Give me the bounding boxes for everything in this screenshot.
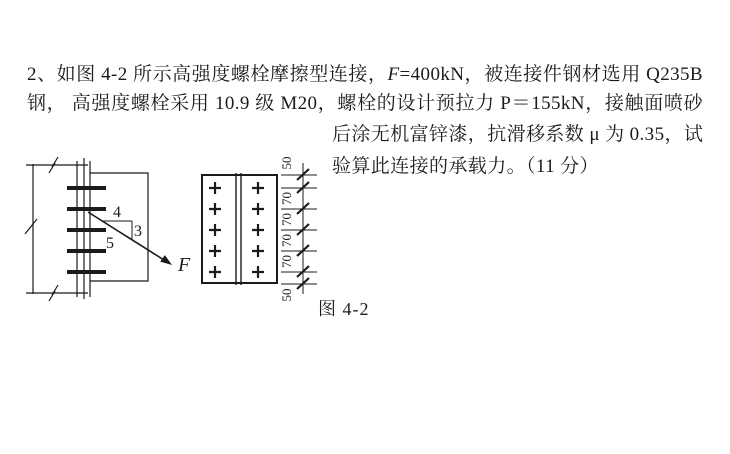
dimension-labels	[279, 157, 294, 302]
dimension-tick-marks	[297, 169, 309, 289]
force-arrowhead	[160, 255, 172, 265]
problem-line-4: 验算此连接的承载力。（11 分）	[332, 156, 599, 177]
dim-pitch-3: 70	[278, 234, 294, 247]
force-label: F	[178, 254, 191, 276]
bolt-cross-right-col	[252, 182, 264, 278]
slope-triangle	[103, 204, 142, 252]
problem-line-1-pre: 2、如图 4-2 所示高强度螺栓摩擦型连接，	[27, 64, 388, 85]
slope-vertical-label: 3	[134, 223, 142, 240]
bolt-side-symbols	[67, 188, 106, 272]
problem-line-1-post: =400kN，被连接件钢材选用 Q235B	[399, 64, 703, 85]
dim-pitch-4: 70	[278, 255, 294, 268]
dim-pitch-1: 70	[278, 192, 294, 205]
dim-edge-top: 50	[278, 156, 294, 170]
force-symbol-inline: F	[387, 64, 400, 85]
dimension-chain	[279, 157, 317, 302]
force-arrow	[88, 212, 191, 276]
dim-pitch-2: 70	[278, 213, 294, 226]
problem-line-1	[27, 63, 703, 87]
problem-line-3: 后涂无机富锌漆，抗滑移系数 μ 为 0.35，试	[332, 124, 704, 145]
column-elevation-view	[25, 157, 148, 301]
break-mark-middle	[25, 219, 37, 234]
bolt-cross-left-col	[209, 182, 221, 278]
figure-caption: 图 4-2	[318, 299, 370, 319]
slope-horizontal-label: 4	[113, 204, 121, 221]
splice-plan-view	[202, 173, 277, 285]
slope-hypotenuse-label: 5	[106, 235, 114, 252]
dim-edge-bottom: 50	[278, 288, 294, 302]
problem-line-2: 钢， 高强度螺栓采用 10.9 级 M20，螺栓的设计预拉力 P＝155kN，接触面喷砂	[27, 93, 703, 114]
